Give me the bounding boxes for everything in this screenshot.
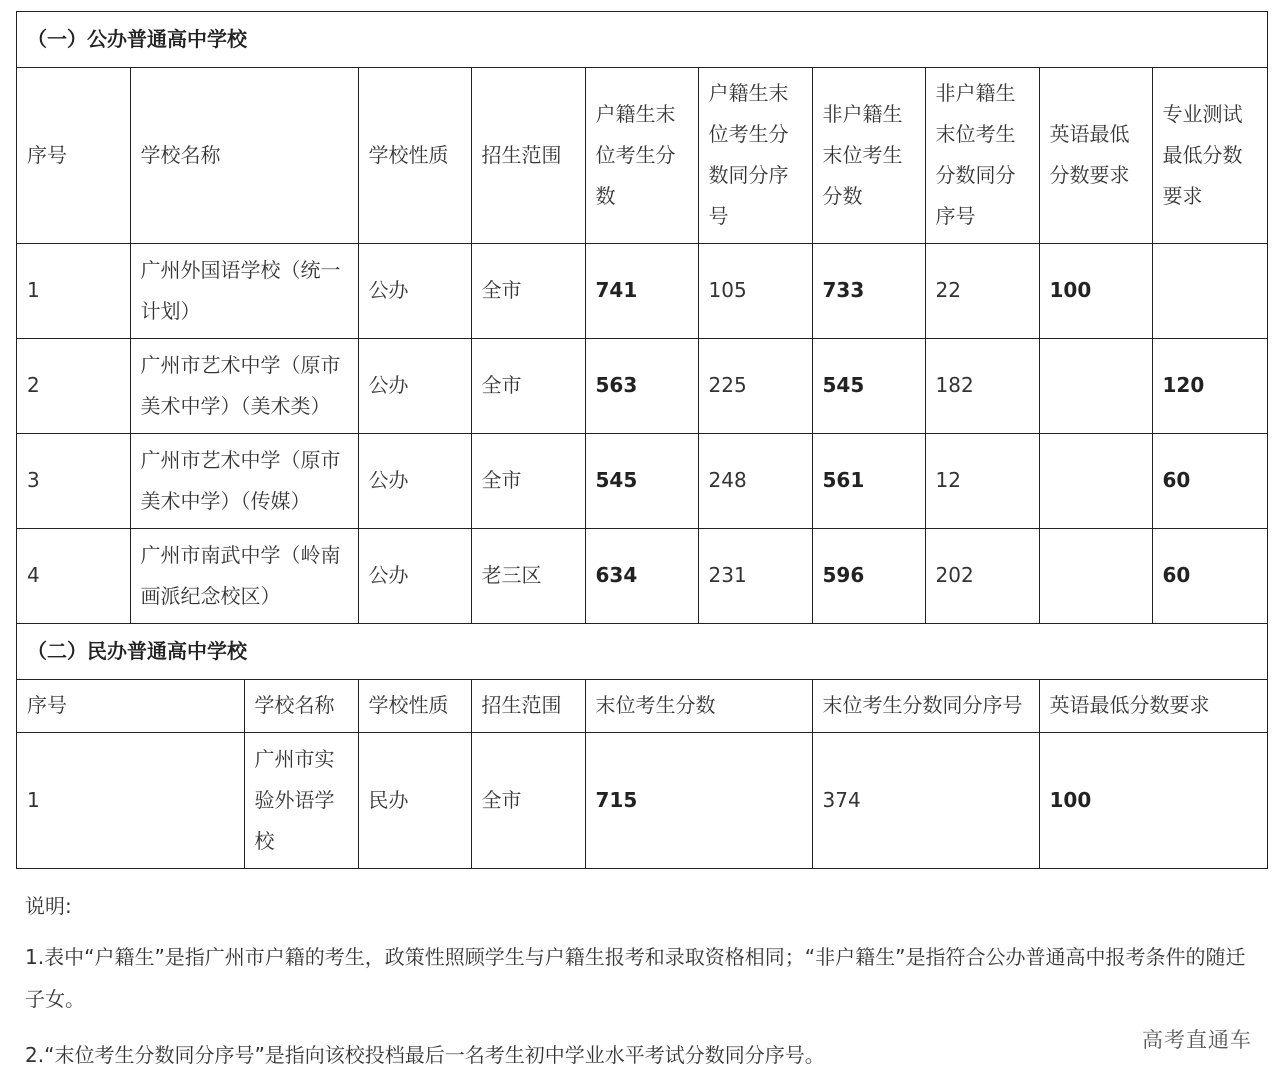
cell-nature: 公办 <box>358 433 471 528</box>
cell-test-min: 60 <box>1152 433 1267 528</box>
cell-school-name: 广州市艺术中学（原市美术中学）（美术类） <box>130 338 358 433</box>
table-row <box>17 733 1267 868</box>
cell-scope: 全市 <box>471 338 585 433</box>
table-row <box>17 243 1267 338</box>
header-cell: 学校性质 <box>358 68 471 243</box>
cell-local-score: 563 <box>585 338 698 433</box>
notes-label: 说明: <box>25 894 72 918</box>
cell-nonlocal-rank: 12 <box>925 433 1039 528</box>
cell-nonlocal-score: 561 <box>812 433 925 528</box>
cell-nonlocal-score: 596 <box>812 528 925 623</box>
cell-local-score: 634 <box>585 528 698 623</box>
cell-nature: 民办 <box>358 733 471 868</box>
cell-test-min <box>1152 243 1267 338</box>
note-item: 1.表中“户籍生”是指广州市户籍的考生，政策性照顾学生与户籍生报考和录取资格相同；“非户籍生”是指符合公办普通高中报考条件的随迁子女。 <box>25 945 1246 1011</box>
cell-school-name: 广州外国语学校（统一计划） <box>130 243 358 338</box>
cell-scope: 全市 <box>471 433 585 528</box>
header-cell: 户籍生末位考生分数同分序号 <box>698 68 812 243</box>
cell-test-min: 120 <box>1152 338 1267 433</box>
cell-school-name: 广州市实验外语学校 <box>244 733 358 868</box>
table-header-row <box>17 68 1267 243</box>
cell-last-score: 715 <box>585 733 812 868</box>
cell-nature: 公办 <box>358 528 471 623</box>
header-cell: 序号 <box>17 680 244 733</box>
cell-english-min <box>1039 433 1152 528</box>
table-row <box>17 528 1267 623</box>
header-cell: 招生范围 <box>471 68 585 243</box>
notes <box>25 888 1260 1076</box>
cell-local-score: 545 <box>585 433 698 528</box>
header-cell: 学校名称 <box>244 680 358 733</box>
cell-nonlocal-rank: 202 <box>925 528 1039 623</box>
note-item: 2.“末位考生分数同分序号”是指向该校投档最后一名考生初中学业水平考试分数同分序号。 <box>25 1043 825 1067</box>
cell-local-rank: 225 <box>698 338 812 433</box>
table-row <box>17 433 1267 528</box>
header-cell: 末位考生分数 <box>585 680 812 733</box>
table-header-row <box>17 680 1267 733</box>
cell-school-name: 广州市南武中学（岭南画派纪念校区） <box>130 528 358 623</box>
private-schools-table <box>17 680 1267 868</box>
cell-nonlocal-score: 733 <box>812 243 925 338</box>
public-schools-table <box>17 68 1267 624</box>
cell-english-min <box>1039 528 1152 623</box>
cell-nature: 公办 <box>358 243 471 338</box>
header-cell: 序号 <box>17 68 130 243</box>
header-cell: 非户籍生末位考生分数 <box>812 68 925 243</box>
cell-last-rank: 374 <box>812 733 1039 868</box>
header-cell: 学校性质 <box>358 680 471 733</box>
cell-index: 1 <box>17 733 244 868</box>
cell-local-rank: 105 <box>698 243 812 338</box>
cell-nature: 公办 <box>358 338 471 433</box>
header-cell: 非户籍生末位考生分数同分序号 <box>925 68 1039 243</box>
cell-english-min: 100 <box>1039 733 1267 868</box>
cell-english-min: 100 <box>1039 243 1152 338</box>
admission-table-frame <box>16 11 1268 869</box>
cell-school-name: 广州市艺术中学（原市美术中学）（传媒） <box>130 433 358 528</box>
cell-scope: 老三区 <box>471 528 585 623</box>
cell-index: 1 <box>17 243 130 338</box>
cell-local-rank: 248 <box>698 433 812 528</box>
header-cell: 英语最低分数要求 <box>1039 68 1152 243</box>
header-cell: 英语最低分数要求 <box>1039 680 1267 733</box>
cell-nonlocal-score: 545 <box>812 338 925 433</box>
cell-index: 2 <box>17 338 130 433</box>
section-title-public: （一）公办普通高中学校 <box>17 12 1267 68</box>
cell-scope: 全市 <box>471 243 585 338</box>
header-cell: 末位考生分数同分序号 <box>812 680 1039 733</box>
cell-index: 4 <box>17 528 130 623</box>
cell-nonlocal-rank: 182 <box>925 338 1039 433</box>
cell-scope: 全市 <box>471 733 585 868</box>
header-cell: 户籍生末位考生分数 <box>585 68 698 243</box>
watermark: 高考直通车 <box>1142 1028 1252 1052</box>
cell-english-min <box>1039 338 1152 433</box>
header-cell: 专业测试最低分数要求 <box>1152 68 1267 243</box>
table-row <box>17 338 1267 433</box>
section-title-private: （二）民办普通高中学校 <box>17 624 1267 680</box>
header-cell: 招生范围 <box>471 680 585 733</box>
cell-test-min: 60 <box>1152 528 1267 623</box>
cell-index: 3 <box>17 433 130 528</box>
cell-nonlocal-rank: 22 <box>925 243 1039 338</box>
cell-local-rank: 231 <box>698 528 812 623</box>
header-cell: 学校名称 <box>130 68 358 243</box>
cell-local-score: 741 <box>585 243 698 338</box>
